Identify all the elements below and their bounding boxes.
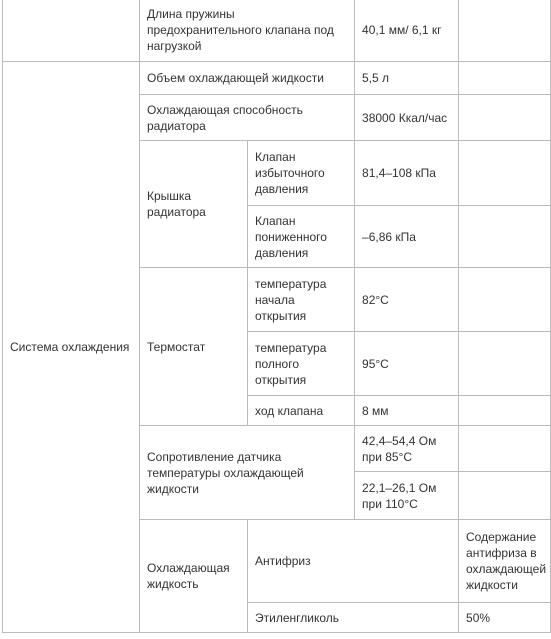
row-label: Этиленгликоль — [248, 603, 459, 633]
empty-cell — [459, 206, 551, 268]
empty-cell — [459, 426, 551, 472]
empty-cell — [459, 332, 551, 396]
group-label: Крышка радиатора — [140, 141, 248, 268]
empty-cell — [459, 396, 551, 426]
row-value: –6,86 кПа — [355, 206, 459, 268]
empty-cell — [459, 95, 551, 141]
sub-label: ход клапана — [248, 396, 355, 426]
sub-label: температура начала открытия — [248, 268, 355, 332]
row-value: 81,4–108 кПа — [355, 141, 459, 206]
empty-cell — [459, 62, 551, 95]
row-value: 38000 Ккал/час — [355, 95, 459, 141]
row-value: 50% — [459, 603, 551, 633]
row-value: Содержание антифриза в охлаждающей жидкости — [459, 520, 551, 603]
row-label: Объем охлаждающей жидкости — [140, 62, 355, 95]
section-label: Охлаждающая жидкость — [140, 520, 248, 633]
empty-cell — [459, 268, 551, 332]
row-value: 8 мм — [355, 396, 459, 426]
row-label: Длина пружины предохранительного клапана под нагрузкой — [140, 0, 355, 62]
group-label: Термостат — [140, 268, 248, 426]
row-value: 5,5 л — [355, 62, 459, 95]
empty-cell — [459, 472, 551, 520]
sub-label: Клапан пониженного давления — [248, 206, 355, 268]
row-value: 40,1 мм/ 6,1 кг — [355, 0, 459, 62]
row-label: Сопротивление датчика температуры охлаждающей жидкости — [140, 426, 355, 520]
empty-cell — [459, 141, 551, 206]
empty-cell — [3, 0, 140, 62]
row-label: Антифриз — [248, 520, 459, 603]
sub-label: Клапан избыточного давления — [248, 141, 355, 206]
sub-label: температура полного открытия — [248, 332, 355, 396]
table-row — [3, 62, 551, 95]
row-value: 95°С — [355, 332, 459, 396]
empty-cell — [459, 0, 551, 62]
row-label: Охлаждающая способность радиатора — [140, 95, 355, 141]
section-label: Система охлаждения — [3, 62, 140, 633]
row-value: 82°С — [355, 268, 459, 332]
table-row — [3, 0, 551, 62]
row-value: 42,4–54,4 Ом при 85°С — [355, 426, 459, 472]
row-value: 22,1–26,1 Ом при 110°С — [355, 472, 459, 520]
spec-table — [2, 0, 551, 633]
